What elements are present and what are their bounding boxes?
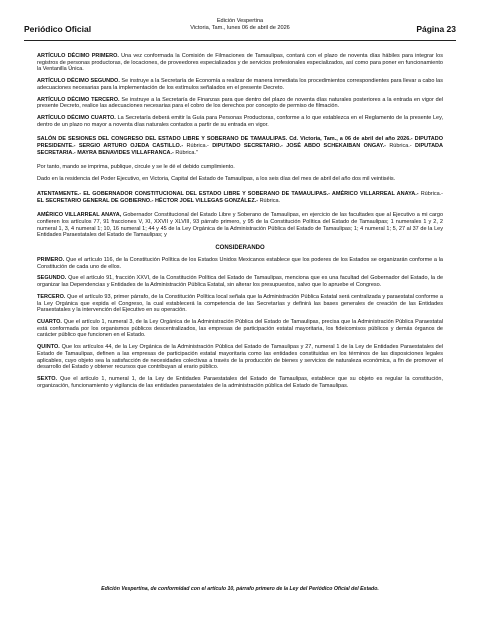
paragraph-text: Que el artículo 93, primer párrafo, de la Constitución Política local señala que la Administración Pública Estatal será centralizada y paraestatal conforme a la Ley Orgánica que expida el Congreso, la cual establecerá la competencia de las Secretarías y definirá las bases generales de creación de las Entidades Paraestatales y la intervención del Ejecutivo en su operación. [37, 293, 443, 314]
paragraph-text: Que el artículo 1, numeral 1, de la Ley de Entidades Paraestatales del Estado de Tamaulipas, establece que su objeto es regular la constitución, organización, funcionamiento y vigilancia de las entidades paraestatales de la administración pública del Estado de Tamaulipas. [37, 375, 443, 389]
paragraph-text: Gobernador Constitucional del Estado Libre y Soberano de Tamaulipas, en ejercicio de las facultades que al Ejecutivo a mi cargo confieren los artículos 77, 91 fracciones V, XI, XXVII y XLVIII, 93 párrafo primero, y 95 de la Constitución Política del Estado de Tamaulipas; 1 numerales 1 y 2, 2 numeral 1, 3, 4 numeral 1; 10, 16 numeral 1; 44 y 45 de la Ley Orgánica de la Administración Pública del Estado de Tamaulipas; 1; 4 numeral 1; 5, 27 al 37 de la Ley Entidades Paraestatales del Estado de Tamaulipas; y [37, 212, 444, 239]
paragraph-text: Rúbrica. [258, 197, 281, 204]
paragraph-lead: ATENTAMENTE.- EL GOBERNADOR CONSTITUCIONAL DEL ESTADO LIBRE Y SOBERANO DE TAMAULIPAS.- AMÉRICO VILLARREAL ANAYA.- [37, 190, 419, 197]
paragraph-text: Se instruye a la Secretaría de Finanzas para que dentro del plazo de noventa días naturales posteriores a la entrada en vigor del presente Decreto, realice las adecuaciones necesarias para el cobro de los derechos por concepto de permiso de filmación. [37, 96, 444, 110]
paragraph-text: Que el artículo 1, numeral 3, de la Ley Orgánica de la Administración Pública del Estado de Tamaulipas, precisa que la Administración Pública Paraestatal está conformada por los organismos públicos descentralizados, las empresas de participación estatal mayoritaria, los fideicomisos públicos y demás órganos de carácter público que funcionen en el Estado. [37, 318, 443, 339]
paragraph-lead: SEXTO. [37, 375, 58, 382]
paragraph [37, 136, 443, 156]
paragraph-lead: CUARTO. [37, 318, 62, 325]
paragraph [37, 97, 443, 110]
paragraph-text: Por tanto, mando se imprima, publique, circule y se le dé el debido cumplimiento. [37, 164, 235, 171]
paragraph-lead: ARTÍCULO DÉCIMO SEGUNDO. [37, 78, 120, 85]
paragraph-lead: QUINTO. [37, 344, 60, 351]
paragraph-text: Dado en la residencia del Poder Ejecutivo, en Victoria, Capital del Estado de Tamaulipas, a los seis días del mes de abril del año dos mil veintiséis. [37, 176, 396, 183]
paragraph-text: Rúbrica.- [418, 190, 444, 197]
paragraph-lead: PRIMERO. [37, 257, 65, 264]
publication-title: Periódico Oficial [24, 24, 92, 34]
paragraph-lead: ARTÍCULO DÉCIMO PRIMERO. [37, 53, 119, 59]
paragraph-lead: SEGUNDO. [37, 275, 67, 282]
document-body [37, 53, 443, 394]
paragraph [37, 164, 443, 171]
paragraph [37, 294, 443, 314]
paragraph-lead: AMÉRICO VILLARREAL ANAYA, [37, 212, 122, 219]
header-rule [24, 40, 456, 41]
paragraph-lead: DIPUTADO SECRETARIO.- JOSÉ ABDO SCHEKAIBAN ONGAY.- [212, 143, 386, 150]
paragraph [37, 78, 443, 91]
place-date: Victoria, Tam., lunes 06 de abril de 2026 [190, 24, 290, 31]
paragraph-text: Una vez conformada la Comisión de Filmaciones de Tamaulipas, contará con el plazo de noventa días hábiles para integrar los registros de personas productoras, de locaciones, de proveedores especializados y de servicios profesionales especializados, así como para poner en funcionamiento la Ventanilla Única. [37, 53, 443, 73]
paragraph [37, 257, 443, 270]
paragraph [37, 376, 443, 389]
paragraph-text: Que los artículos 44, de la Ley Orgánica de la Administración Pública del Estado de Tamaulipas y 27, numeral 1 de la Ley de Entidades Paraestatales del Estado de Tamaulipas, definen a las empresas de participación estatal mayoritaria como las entidades constituidas en los términos de las disposiciones legales aplicables, cuyo objeto sea la satisfacción de necesidades colectivas a través de la producción de bienes y servicios de naturaleza económica, a fin de promover el desarrollo del Estado y obtener recursos que contribuyan al erario público. [37, 344, 443, 371]
paragraph-text: Rúbrica." [173, 149, 198, 156]
page-header [24, 16, 456, 38]
paragraph [37, 115, 443, 128]
paragraph-lead: ARTÍCULO DÉCIMO TERCERO. [37, 96, 120, 103]
paragraph-text: Rúbrica.- [385, 143, 415, 150]
paragraph-text: Se instruye a la Secretaría de Economía a realizar de manera inmediata los procedimientos correspondientes para llevar a cabo las adecuaciones necesarias para la implementación de los estímulos señalados en el presente Decreto. [37, 78, 443, 91]
paragraph-lead: EL SECRETARIO GENERAL DE GOBIERNO.- HÉCTOR JOEL VILLEGAS GONZÁLEZ.- [37, 197, 259, 204]
page-footer: Edición Vespertina, de conformidad con el artículo 10, párrafo primero de la Ley del Periódico Oficial del Estado. [101, 586, 379, 592]
considerando-heading: CONSIDERANDO [215, 245, 265, 252]
paragraph-text: Que el artículo 116, de la Constitución Política de los Estados Unidos Mexicanos establece que los poderes de los Estados se organizarán conforme a la Constitución de cada uno de ellos. [37, 257, 443, 270]
paragraph-lead: SALÓN DE SESIONES DEL CONGRESO DEL ESTADO LIBRE Y SOBERANO DE TAMAULIPAS. Cd. Victoria, Tam., a 06 de abril del año 2026.- DIPUTADO PRESIDENTE.- SERGIO ARTURO OJEDA CASTILLO.- [37, 136, 443, 150]
paragraph [37, 191, 443, 204]
articles-section [37, 53, 443, 239]
paragraph [37, 176, 443, 183]
considerandos-section [37, 257, 443, 389]
paragraph-lead: ARTÍCULO DÉCIMO CUARTO. [37, 114, 116, 121]
paragraph-text: Que el artículo 91, fracción XXVI, de la Constitución Política del Estado de Tamaulipas, menciona que es una facultad del Gobernador del Estado, la de organizar las Dependencias y Entidades de la Administración Pública Estatal, sin alterar los presupuestos, salvo que lo apruebe el Congreso. [37, 275, 443, 289]
edition-info [24, 18, 456, 32]
paragraph-lead: DIPUTADA SECRETARIA.- MAYRA BENAVIDES VILLAFRANCA.- [37, 143, 443, 156]
edition-label: Edición Vespertina [216, 18, 264, 24]
page-number: Página 23 [416, 24, 456, 34]
paragraph [37, 344, 443, 371]
paragraph [37, 319, 443, 339]
paragraph-text: La Secretaría deberá emitir la Guía para Personas Productoras, conforme a lo que establezca en el Reglamento de la presente Ley, dentro de un plazo no mayor a noventa días naturales contados a partir de su entrada en vigor. [37, 114, 443, 128]
paragraph [37, 212, 443, 239]
paragraph-text: Rúbrica.- [183, 143, 213, 150]
paragraph-lead: TERCERO. [37, 293, 66, 300]
paragraph [37, 53, 443, 73]
paragraph [37, 275, 443, 288]
